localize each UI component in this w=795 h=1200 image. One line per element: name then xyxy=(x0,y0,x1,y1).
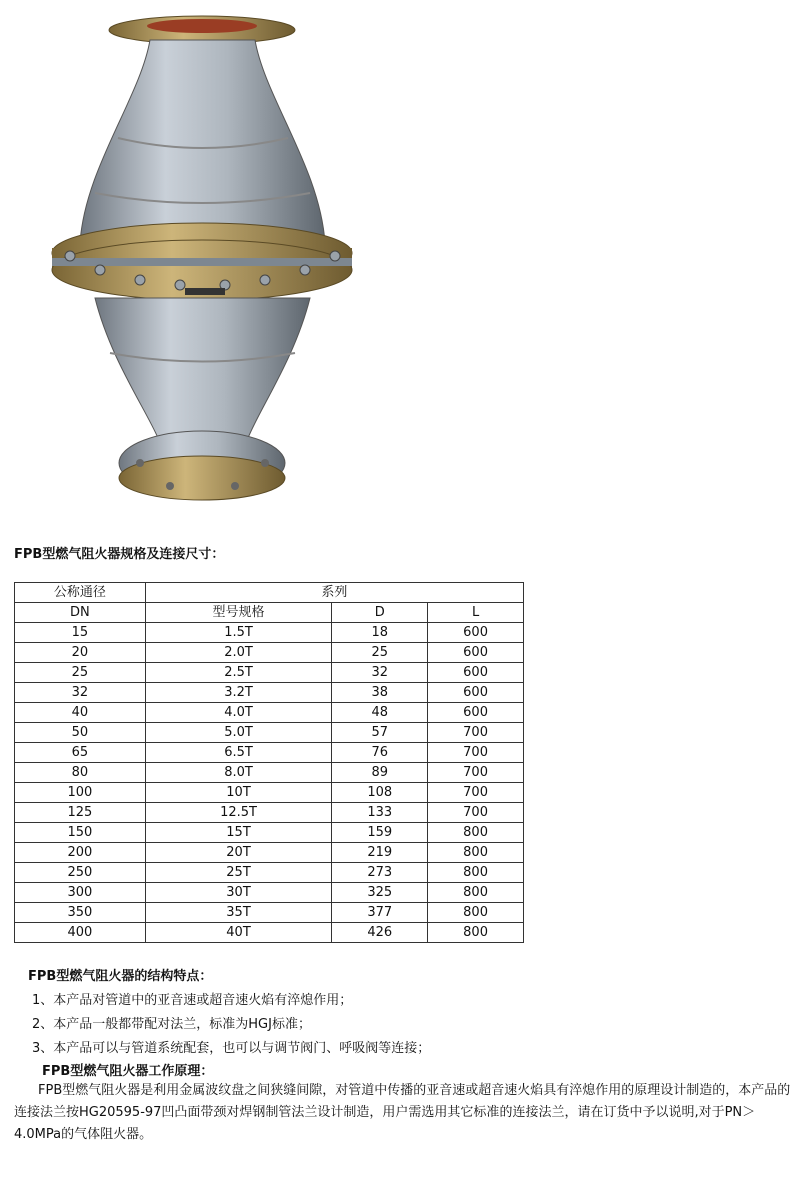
cell-dn: 32 xyxy=(15,683,146,703)
feature-item-3: 3、本产品可以与管道系统配套，也可以与调节阀门、呼吸阀等连接； xyxy=(32,1041,431,1056)
table-row xyxy=(15,703,524,723)
cell-d: 18 xyxy=(332,623,428,643)
features-title: FPB型燃气阻火器的结构特点： xyxy=(28,969,213,984)
cell-dn: 125 xyxy=(15,803,146,823)
cell-model: 40T xyxy=(145,923,332,943)
table-row xyxy=(15,683,524,703)
cell-l: 800 xyxy=(428,883,524,903)
header-series: 系列 xyxy=(145,583,523,603)
spec-title: FPB型燃气阻火器规格及连接尺寸： xyxy=(14,547,225,562)
cell-model: 35T xyxy=(145,903,332,923)
cell-model: 25T xyxy=(145,863,332,883)
cell-l: 800 xyxy=(428,923,524,943)
cell-l: 600 xyxy=(428,663,524,683)
cell-d: 48 xyxy=(332,703,428,723)
table-row xyxy=(15,663,524,683)
table-row xyxy=(15,803,524,823)
cell-l: 700 xyxy=(428,763,524,783)
header-d: D xyxy=(332,603,428,623)
table-row xyxy=(15,723,524,743)
cell-dn: 100 xyxy=(15,783,146,803)
header-dn-bottom: DN xyxy=(15,603,146,623)
table-row xyxy=(15,643,524,663)
cell-l: 700 xyxy=(428,743,524,763)
cell-dn: 150 xyxy=(15,823,146,843)
cell-d: 76 xyxy=(332,743,428,763)
cell-d: 219 xyxy=(332,843,428,863)
cell-d: 377 xyxy=(332,903,428,923)
cell-l: 600 xyxy=(428,643,524,663)
cell-dn: 250 xyxy=(15,863,146,883)
cell-l: 700 xyxy=(428,783,524,803)
cell-l: 600 xyxy=(428,703,524,723)
principle-title: FPB型燃气阻火器工作原理： xyxy=(42,1064,214,1079)
cell-dn: 350 xyxy=(15,903,146,923)
cell-d: 108 xyxy=(332,783,428,803)
cell-l: 600 xyxy=(428,623,524,643)
principle-text: FPB型燃气阻火器是利用金属波纹盘之间狭缝间隙，对管道中传播的亚音速或超音速火焰具有淬熄作用的原理设计制造的，本产品的连接法兰按HG20595-97凹凸面带颈对焊钢制管法兰设计制造，用户需选用其它标准的连接法兰，请在订货中予以说明,对于PN＞4.0MPa的气体阻火器。 xyxy=(14,1083,791,1142)
table-row xyxy=(15,743,524,763)
cell-l: 800 xyxy=(428,863,524,883)
cell-l: 600 xyxy=(428,683,524,703)
flame-arrester-photo xyxy=(40,8,370,508)
cell-d: 273 xyxy=(332,863,428,883)
cell-d: 32 xyxy=(332,663,428,683)
cell-d: 133 xyxy=(332,803,428,823)
table-row xyxy=(15,623,524,643)
header-l: L xyxy=(428,603,524,623)
cell-dn: 400 xyxy=(15,923,146,943)
cell-dn: 80 xyxy=(15,763,146,783)
table-row xyxy=(15,763,524,783)
cell-dn: 65 xyxy=(15,743,146,763)
table-row xyxy=(15,783,524,803)
cell-l: 700 xyxy=(428,803,524,823)
cell-d: 325 xyxy=(332,883,428,903)
cell-dn: 50 xyxy=(15,723,146,743)
cell-dn: 200 xyxy=(15,843,146,863)
header-row-1 xyxy=(15,583,524,603)
cell-model: 2.0T xyxy=(145,643,332,663)
feature-item-1: 1、本产品对管道中的亚音速或超音速火焰有淬熄作用； xyxy=(32,993,353,1008)
cell-model: 5.0T xyxy=(145,723,332,743)
cell-dn: 25 xyxy=(15,663,146,683)
cell-l: 800 xyxy=(428,903,524,923)
cell-model: 1.5T xyxy=(145,623,332,643)
cell-model: 6.5T xyxy=(145,743,332,763)
spec-table xyxy=(14,582,524,943)
table-row xyxy=(15,863,524,883)
cell-dn: 40 xyxy=(15,703,146,723)
table-row xyxy=(15,843,524,863)
table-row xyxy=(15,903,524,923)
cell-model: 15T xyxy=(145,823,332,843)
table-row xyxy=(15,823,524,843)
cell-model: 30T xyxy=(145,883,332,903)
header-row-2 xyxy=(15,603,524,623)
cell-model: 12.5T xyxy=(145,803,332,823)
cell-dn: 300 xyxy=(15,883,146,903)
cell-l: 800 xyxy=(428,823,524,843)
table-row xyxy=(15,883,524,903)
feature-item-2: 2、本产品一般都带配对法兰，标准为HGJ标准； xyxy=(32,1017,311,1032)
cell-d: 89 xyxy=(332,763,428,783)
cell-model: 20T xyxy=(145,843,332,863)
cell-l: 700 xyxy=(428,723,524,743)
cell-d: 159 xyxy=(332,823,428,843)
cell-dn: 20 xyxy=(15,643,146,663)
cell-model: 8.0T xyxy=(145,763,332,783)
cell-model: 4.0T xyxy=(145,703,332,723)
cell-dn: 15 xyxy=(15,623,146,643)
header-dn-top: 公称通径 xyxy=(15,583,146,603)
cell-d: 426 xyxy=(332,923,428,943)
table-row xyxy=(15,923,524,943)
cell-d: 38 xyxy=(332,683,428,703)
header-model: 型号规格 xyxy=(145,603,332,623)
cell-model: 2.5T xyxy=(145,663,332,683)
cell-model: 3.2T xyxy=(145,683,332,703)
cell-d: 57 xyxy=(332,723,428,743)
cell-d: 25 xyxy=(332,643,428,663)
cell-model: 10T xyxy=(145,783,332,803)
cell-l: 800 xyxy=(428,843,524,863)
